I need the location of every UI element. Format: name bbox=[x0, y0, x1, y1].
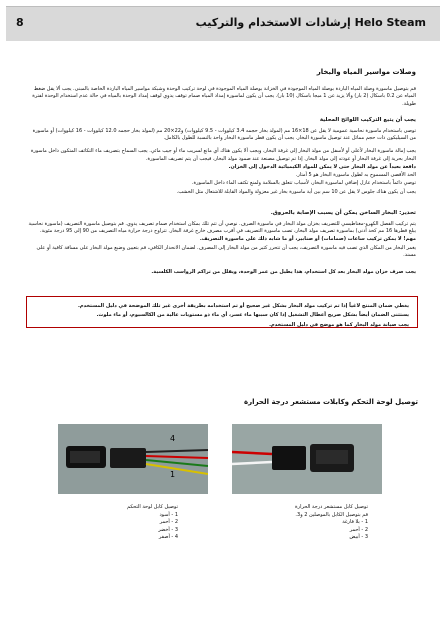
main-content bbox=[26, 50, 416, 282]
caption-left-item: 2 - أحمر bbox=[159, 519, 178, 525]
connector-illustration-left bbox=[58, 424, 208, 494]
caption-right-subtitle: قم بتوصيل الكابل بالموصلين 2 و3. bbox=[295, 511, 368, 518]
steam-pipe-paragraph: توصى باستخدام ماسورة نحاسية عمومية لا يقل عن 18×16 مم (لمولد بخار حجمه 3.4 كيلووات - 9.5 كيلووات) و22×20 مم (لمولد بخار حجمه 12.0 كيلووات - 16 كيلووات) أو ماسورة من السيليكون ذات حجم مماثل عند توصيل ماسورة البخار. يجب أن يكون قطر ماسورة البخار واحد بالنسبة للطول بالكامل. bbox=[32, 127, 416, 141]
page-header bbox=[6, 6, 440, 41]
caption-temperature-sensor bbox=[258, 504, 368, 542]
drain-paragraph-3: يغمر البخار من المكان الذي تصب فيه ماسورة التصريف، يجب أن تتحرر كثير من مولد البخار إلى المصرف. لضمان الانحدار الكافي، قم بتعيين وضبع مولد البخار على مسافة كافية أو على مسند. bbox=[36, 244, 416, 258]
local-regulations-heading: يجب أن يتبع التركيب اللوائح المحلية bbox=[319, 116, 416, 123]
drain-paragraph-4: يجب صرف خزان مولد البخار بعد كل استخدام، هذا يطيل من عمر الوحدة، ويقلل من تراكم الرواسب الكلسية. bbox=[151, 269, 416, 275]
intro-paragraph: قم بتوصيل ماسورة وصلة المياه الباردة بوصلة المياه الموجودة في الخزانة بوصلة المياه الموجودة في لوحة تركيب الوحدة وشبكة مواسير المياه الباردة الخاصة بالمبنى. يجب ألا يقل ضغط المياه عن 0.2 باسكال (2 بار) وألا يزيد عن 1 ميجا باسكال (10 بار). يجب أن يكون لماسورة إمداد المياه صمام توقف يدوي لوقف إمداد الوحدة بالمياه في حالة عدم استخدام الوحدة لفترة طويلة. bbox=[32, 86, 416, 107]
caption-left-title: توصيل كابل لوحة التحكم bbox=[127, 504, 178, 510]
drain-important: مهم! لا يمكن تركيب ساعات (صمامات) أو صنابير، أو ما شابه ذلك على ماسورة التصريف. bbox=[199, 236, 416, 243]
caption-left-item: 1 - أسود bbox=[159, 511, 178, 518]
label-number-1: 1 bbox=[170, 470, 176, 479]
caption-control-panel bbox=[68, 504, 178, 542]
caption-left-item: 4 - أصفر bbox=[158, 534, 178, 540]
warning-line-3: يجب صيانة مولد البخار كما هو موضح في دليل المستخدم. bbox=[269, 321, 409, 328]
control-panel-cable-photo bbox=[58, 424, 208, 494]
caption-right-item: 1 - بلا فارغة bbox=[342, 519, 368, 525]
burn-warning-heading: تحذير: البخار الساخن يمكن أن يسبب الإصابة بالحروق. bbox=[270, 209, 416, 216]
label-number-4: 4 bbox=[170, 434, 176, 443]
steam-pipe-paragraph-5: توصي دائماً باستخدام عازل إضافي لماسورة البخار، لأسباب تتعلق بالسلامة ولمنع تكثف الماء داخل الماسورة. bbox=[191, 180, 416, 187]
header-title: Helo Steam إرشادات الاستخدام والتركيب bbox=[195, 16, 426, 29]
section-title-control-panel: توصيل لوحة التحكم وكابلات مستشعر درجة الحرارة bbox=[244, 398, 418, 406]
steam-pipe-paragraph-6: يجب أن يكون هناك جلوس لا يقل عن 10 سم بين أية ماسورة بخار غير معزولة والمواد القابلة للاشتعال مثل الخشب. bbox=[176, 188, 416, 195]
steam-pipe-paragraph-4: الحد الأقصى المسموح به لطول ماسورة البخار هو 5 أمتار. bbox=[295, 172, 416, 178]
connector-illustration-right bbox=[232, 424, 382, 494]
caption-right-title: توصيل كابل مستشعر درجة الحرارة bbox=[295, 504, 368, 510]
warning-line-1: يغطي ضمان المنتج لاغياً إذا تم تركيب مولد البخار بشكل غير صحيح أو تم استخدامه بطريقة أخرى غير تلك الموضحة في دليل المستخدم. bbox=[77, 303, 409, 309]
section-title-water-steam: وصلات مواسير المياه والبخار bbox=[316, 68, 416, 76]
drain-paragraph: يتم تركيب الفصل الكهرو-مغناطيسي للتصريف بخزان مولد البخار في ماسورة الصرف. نوصي أن تتم تلك بمكان استخدام صمام تصريف يدوي. قم بتوصيل ماسورة التصريف (ماسورة نحاسية يبلغ قطرها 16 مم كحد أدنى) بماسورة تصريف مولد البخار، تصب ماسورة التصريف في أقرب مصرف خارج غرفة البخار. تتراوح درجة حرارة مياه التصريف من 90 إلى 95 درجة مئوية. bbox=[28, 220, 416, 234]
page-number: 8 bbox=[16, 16, 24, 29]
caption-right-item: 3 - أبيض bbox=[349, 534, 368, 540]
steam-pipe-paragraph-3: دافعة بعيداً عن مولد البخار حتى لا يمكن للمواد الكيميائية الدخول إلى الخزان. bbox=[228, 163, 416, 170]
warning-line-2: يستثنى الضمان أيضاً بشكل صريح أعطال التشغيل إذا كان سببها ماء عسر، أي ماء ذو مستويات عالية من الكالسيوم، أو ماء ملوث. bbox=[96, 312, 409, 319]
temperature-sensor-cable-photo bbox=[232, 424, 382, 494]
caption-left-item: 3 - أخضر bbox=[158, 526, 178, 533]
warranty-warning-box bbox=[26, 296, 418, 328]
steam-pipe-paragraph-2: يجب إمالة ماسورة البخار لأعلى أو لأسفل من مولد البخار إلى غرفة البخار، ويجب ألا يكون هناك أي مانع لسريب ماء أو جيب مائي. يجب السماح بتصريف ماء التكاثف المتكون داخل ماسورة البخار بحرية إلى غرفة البخار أو عودته إلى مولد البخار. إذا تم توصيل مصنعة عند صمود مولد البخار، فيجب أن يتم تصريف الماسورة. bbox=[30, 148, 416, 162]
caption-right-item: 2 - أحمر bbox=[349, 526, 368, 533]
